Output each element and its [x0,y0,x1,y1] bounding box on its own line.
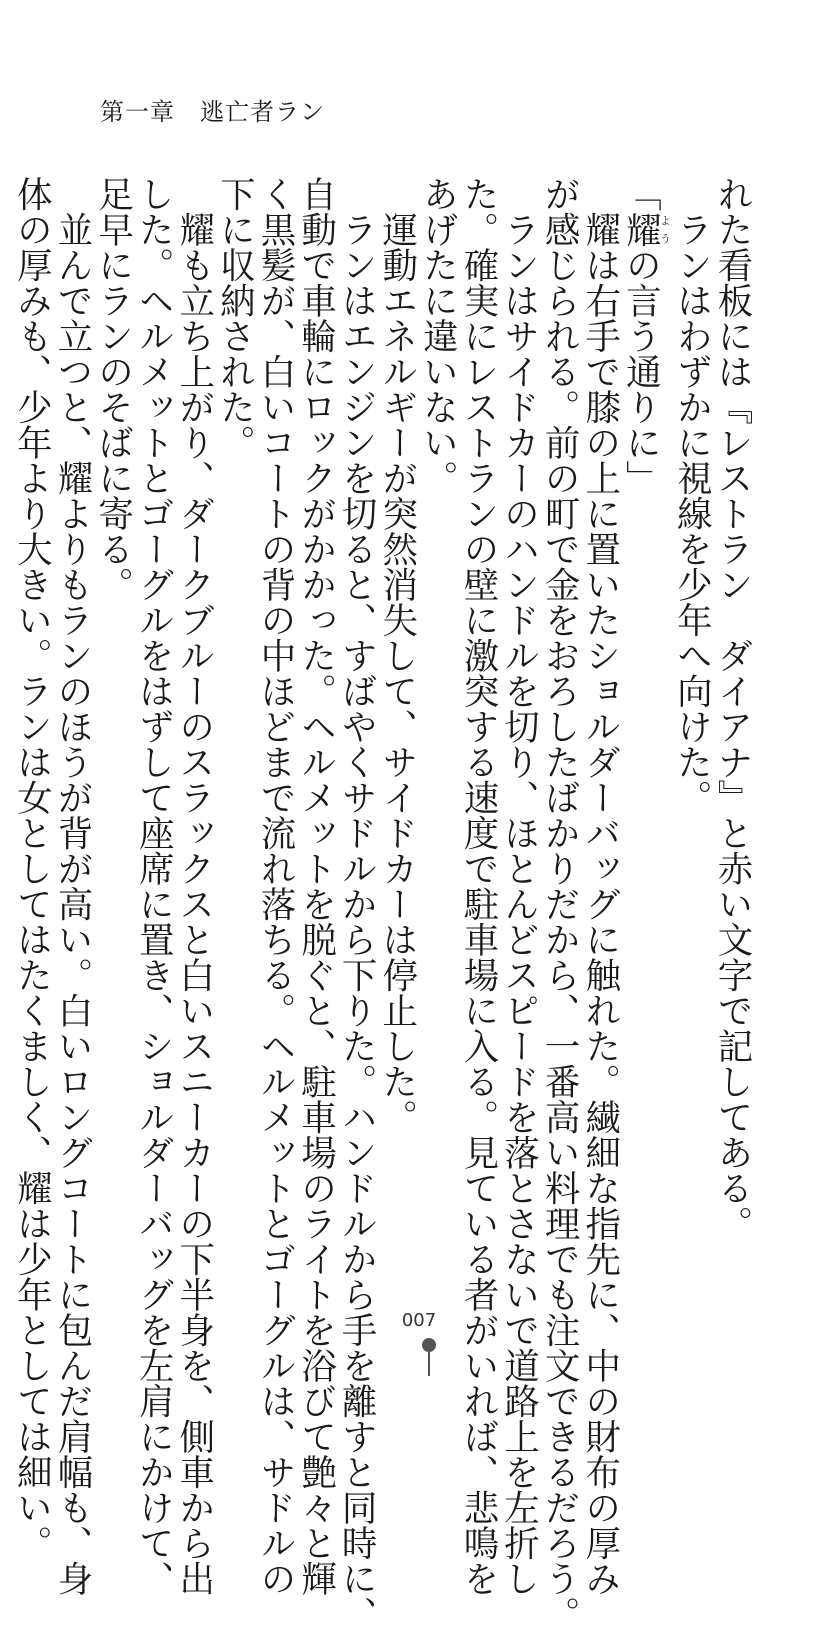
text-line: が感じられる。前の町で金をおろしたばかりだから、一番高い料理でも注文できるだろう。 [539,176,581,1632]
chapter-header: 第一章 逃亡者ラン [100,98,325,126]
text-line: 足早にランのそばに寄る。 [92,176,134,602]
text-line: く黒髪が、白いコートの背の中ほどまで流れ落ちる。ヘルメットとゴーグルは、サドルの [254,176,296,1596]
text-line: ランはわずかに視線を少年へ向けた。 [671,176,713,815]
page-marker-icon [422,1338,438,1376]
text-line: あげたに違いない。 [417,176,459,496]
text-line: た。確実にレストランの壁に激突する速度で駐車場に入る。見ている者がいれば、悲鳴を [457,176,499,1596]
page-number: 007 [401,1310,437,1331]
text-line-with-ruby: 「耀ようの言う通りに」 [620,176,672,496]
ruby-annotation [620,211,672,248]
ruby-base: 耀 [620,211,662,247]
marker-stem [428,1348,430,1376]
text-line: 耀は右手で膝の上に置いたショルダーバッグに触れた。繊細な指先に、中の財布の厚み [579,176,621,1596]
text-line: 下に収納された。 [214,176,256,460]
text-line: 運動エネルギーが突然消失して、サイドカーは停止した。 [376,176,418,1135]
ruby-reading: よう [658,211,672,247]
text-line: 並んで立つと、耀よりもランのほうが背が高い。白いロングコートに包んだ肩幅も、身 [52,176,93,1596]
text-line: 耀も立ち上がり、ダークブルーのスラックスと白いスニーカーの下半身を、側車から出 [173,176,215,1596]
text-line: 自動で車輪にロックがかかった。ヘルメットを脱ぐと、駐車場のライトを浴びて艶々と輝 [295,176,337,1596]
text-line: ランはサイドカーのハンドルを切り、ほとんどスピードを落とさないで道路上を左折し [498,176,540,1596]
text-line: 体の厚みも、少年より大きい。ランは女としてはたくましく、耀は少年としては細い。 [11,176,53,1561]
text-line: れた看板には『レストラン ダイアナ』と赤い文字で記してある。 [712,176,753,1241]
text-line: ランはエンジンを切ると、すばやくサドルから下りた。ハンドルから手を離すと同時に、 [336,176,378,1632]
text-line: した。ヘルメットとゴーグルをはずして座席に置き、ショルダーバッグを左肩にかけて、 [133,176,175,1596]
